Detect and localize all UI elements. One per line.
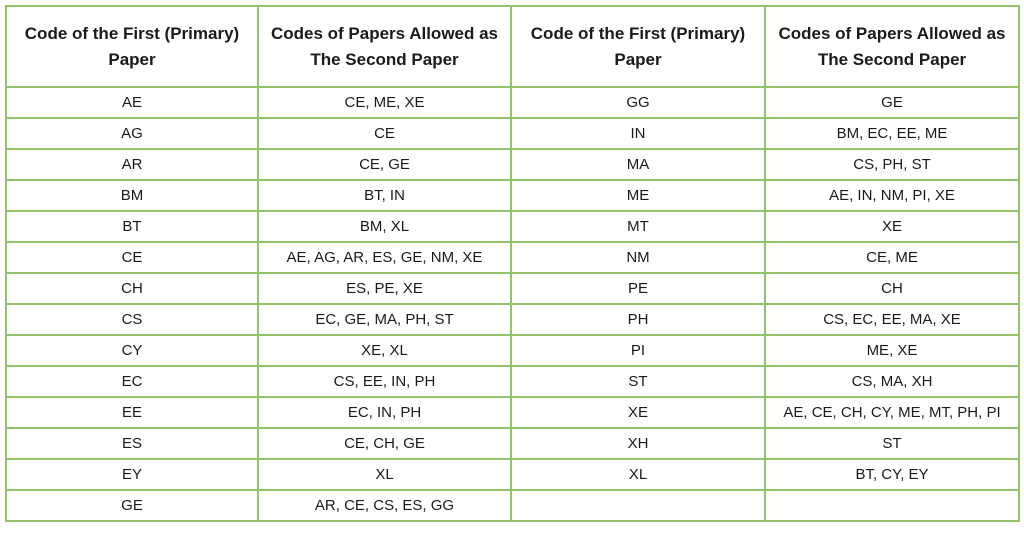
primary-paper-code-cell: GG — [511, 87, 765, 118]
allowed-second-papers-cell: CS, EE, IN, PH — [258, 366, 511, 397]
primary-paper-code-cell: XL — [511, 459, 765, 490]
primary-paper-code-cell: BT — [6, 211, 258, 242]
header-second-paper-right: Codes of Papers Allowed as The Second Paper — [765, 6, 1019, 87]
allowed-second-papers-cell: CE, ME, XE — [258, 87, 511, 118]
allowed-second-papers-cell: CH — [765, 273, 1019, 304]
table-body — [6, 87, 1019, 521]
allowed-second-papers-cell: CE — [258, 118, 511, 149]
table-row — [6, 273, 1019, 304]
table-row — [6, 242, 1019, 273]
primary-paper-code-cell: CE — [6, 242, 258, 273]
table-row — [6, 149, 1019, 180]
header-second-paper-left: Codes of Papers Allowed as The Second Paper — [258, 6, 511, 87]
allowed-second-papers-cell: CE, CH, GE — [258, 428, 511, 459]
allowed-second-papers-cell: BM, XL — [258, 211, 511, 242]
primary-paper-code-cell: GE — [6, 490, 258, 521]
primary-paper-code-cell: CH — [6, 273, 258, 304]
primary-paper-code-cell: XH — [511, 428, 765, 459]
allowed-second-papers-cell: CS, EC, EE, MA, XE — [765, 304, 1019, 335]
table-row — [6, 335, 1019, 366]
allowed-second-papers-cell: AR, CE, CS, ES, GG — [258, 490, 511, 521]
allowed-second-papers-cell: ST — [765, 428, 1019, 459]
allowed-second-papers-cell: CE, ME — [765, 242, 1019, 273]
allowed-second-papers-cell: AE, CE, CH, CY, ME, MT, PH, PI — [765, 397, 1019, 428]
table-header — [6, 6, 1019, 87]
table-row — [6, 304, 1019, 335]
primary-paper-code-cell: MT — [511, 211, 765, 242]
table-row — [6, 366, 1019, 397]
primary-paper-code-cell: EC — [6, 366, 258, 397]
allowed-second-papers-cell: EC, IN, PH — [258, 397, 511, 428]
primary-paper-code-cell: IN — [511, 118, 765, 149]
allowed-second-papers-cell: XL — [258, 459, 511, 490]
primary-paper-code-cell: ST — [511, 366, 765, 397]
allowed-second-papers-cell: EC, GE, MA, PH, ST — [258, 304, 511, 335]
header-primary-paper-right: Code of the First (Primary) Paper — [511, 6, 765, 87]
primary-paper-code-cell: EY — [6, 459, 258, 490]
primary-paper-code-cell: ES — [6, 428, 258, 459]
allowed-second-papers-cell: BT, CY, EY — [765, 459, 1019, 490]
primary-paper-code-cell: AG — [6, 118, 258, 149]
allowed-second-papers-cell: GE — [765, 87, 1019, 118]
primary-paper-code-cell: XE — [511, 397, 765, 428]
table-row — [6, 87, 1019, 118]
primary-paper-code-cell — [511, 490, 765, 521]
table-row — [6, 180, 1019, 211]
primary-paper-code-cell: MA — [511, 149, 765, 180]
primary-paper-code-cell: EE — [6, 397, 258, 428]
allowed-second-papers-cell: CS, PH, ST — [765, 149, 1019, 180]
allowed-second-papers-cell: AE, IN, NM, PI, XE — [765, 180, 1019, 211]
table-row — [6, 211, 1019, 242]
table-row — [6, 118, 1019, 149]
table-row — [6, 490, 1019, 521]
primary-paper-code-cell: CY — [6, 335, 258, 366]
header-primary-paper-left: Code of the First (Primary) Paper — [6, 6, 258, 87]
allowed-second-papers-cell: XE, XL — [258, 335, 511, 366]
primary-paper-code-cell: PI — [511, 335, 765, 366]
primary-paper-code-cell: ME — [511, 180, 765, 211]
primary-paper-code-cell: PE — [511, 273, 765, 304]
paper-combination-table — [5, 5, 1020, 522]
allowed-second-papers-cell: ES, PE, XE — [258, 273, 511, 304]
primary-paper-code-cell: AR — [6, 149, 258, 180]
allowed-second-papers-cell: CE, GE — [258, 149, 511, 180]
table-row — [6, 397, 1019, 428]
primary-paper-code-cell: CS — [6, 304, 258, 335]
allowed-second-papers-cell: AE, AG, AR, ES, GE, NM, XE — [258, 242, 511, 273]
primary-paper-code-cell: AE — [6, 87, 258, 118]
allowed-second-papers-cell: CS, MA, XH — [765, 366, 1019, 397]
allowed-second-papers-cell: ME, XE — [765, 335, 1019, 366]
allowed-second-papers-cell: BM, EC, EE, ME — [765, 118, 1019, 149]
primary-paper-code-cell: PH — [511, 304, 765, 335]
header-row — [6, 6, 1019, 87]
table-row — [6, 428, 1019, 459]
allowed-second-papers-cell: XE — [765, 211, 1019, 242]
primary-paper-code-cell: BM — [6, 180, 258, 211]
allowed-second-papers-cell: BT, IN — [258, 180, 511, 211]
table-row — [6, 459, 1019, 490]
allowed-second-papers-cell — [765, 490, 1019, 521]
primary-paper-code-cell: NM — [511, 242, 765, 273]
